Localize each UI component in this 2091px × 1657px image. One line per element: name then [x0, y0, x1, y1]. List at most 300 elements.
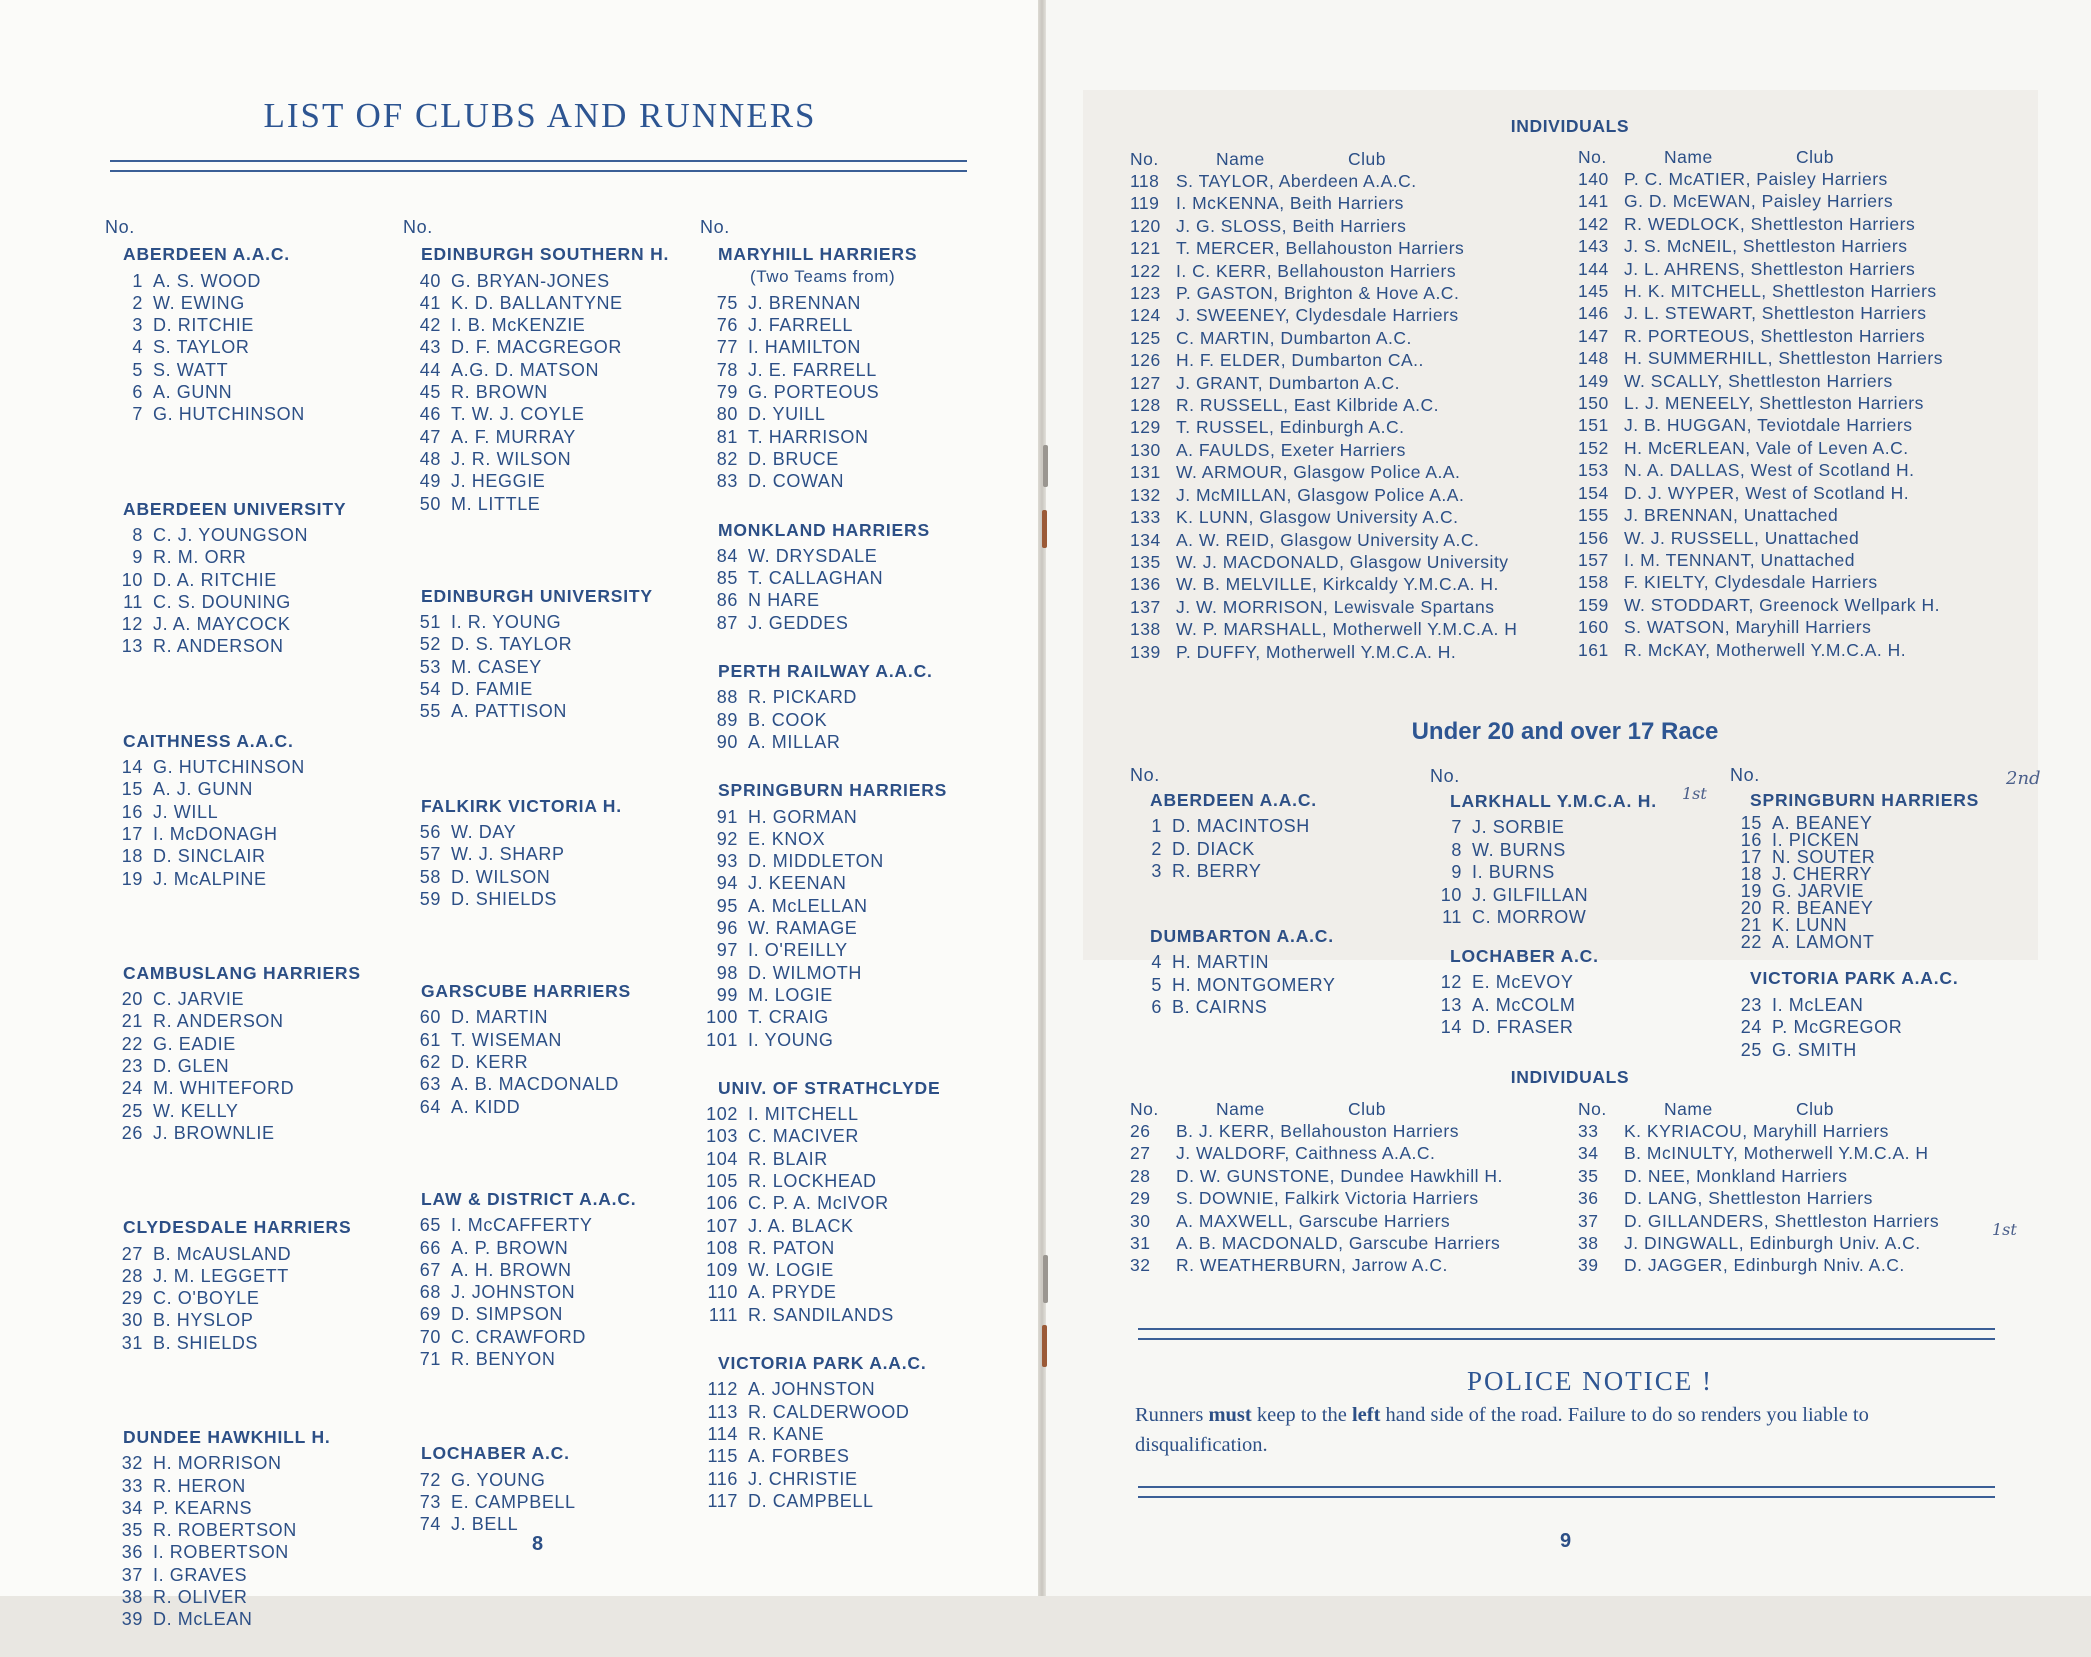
individual-row: [1130, 170, 1517, 192]
club-block: [1430, 945, 1657, 1039]
runner-number: 99: [716, 984, 738, 1005]
runner-row: [403, 336, 669, 358]
runner-row: [105, 1265, 361, 1287]
club-block: [700, 519, 947, 634]
runner-name: D. FRASER: [1472, 1017, 1574, 1037]
runner-name: R. PICKARD: [748, 687, 858, 708]
individual-row: [1130, 484, 1517, 506]
runner-row: [700, 1215, 947, 1237]
club-block: [105, 730, 361, 890]
runner-name: R. ROBERTSON: [153, 1520, 297, 1541]
runner-number: 138: [1130, 619, 1161, 640]
runner-number: 13: [121, 636, 143, 657]
runner-number: 161: [1578, 639, 1609, 660]
runner-name: D. KERR: [451, 1052, 529, 1073]
runner-number: 14: [121, 757, 143, 778]
police-text: Runners: [1135, 1404, 1209, 1426]
runner-row: [105, 1519, 361, 1541]
runner-name: J. GILFILLAN: [1472, 884, 1589, 905]
runner-number: 47: [419, 426, 441, 447]
runner-number: 31: [1130, 1233, 1151, 1254]
individual-row: [1130, 618, 1517, 640]
runner-number: 69: [419, 1304, 441, 1325]
runner-row: [403, 403, 669, 425]
club-name: SPRINGBURN HARRIERS: [718, 780, 948, 801]
runner-row: [105, 756, 361, 778]
runner-row: [105, 546, 361, 568]
runner-row: [403, 1469, 669, 1491]
runner-number: 154: [1578, 482, 1609, 503]
runner-number: 68: [419, 1282, 441, 1303]
individual-row: [1578, 1254, 1939, 1276]
runner-row: [700, 709, 947, 731]
runner-number: 103: [706, 1126, 738, 1147]
runner-number: 32: [1130, 1255, 1151, 1276]
individual-row: [1130, 439, 1517, 461]
runner-row: [105, 845, 361, 867]
runner-name: E. McEVOY: [1472, 972, 1574, 992]
runner-row: [105, 524, 361, 546]
runner-name: I. McDONAGH: [153, 823, 278, 844]
runner-number: 54: [419, 679, 441, 700]
runner-number: 147: [1578, 325, 1609, 346]
runner-number: 27: [1130, 1143, 1151, 1164]
runner-row: [403, 1491, 669, 1513]
runner-number: 49: [419, 471, 441, 492]
runner-entry: R. WEATHERBURN, Jarrow A.C.: [1176, 1255, 1448, 1276]
runner-name: J. CHERRY: [1772, 864, 1873, 884]
runner-number: 144: [1578, 258, 1609, 279]
individuals2-column-1: [1130, 1098, 1503, 1277]
club-block: [403, 585, 669, 723]
runner-number: 34: [121, 1497, 143, 1518]
runner-row: [700, 403, 947, 425]
runner-name: R. BEANEY: [1772, 898, 1874, 918]
runner-row: [700, 1103, 947, 1125]
runner-number: 114: [707, 1423, 738, 1444]
runner-number: 126: [1130, 350, 1161, 371]
runner-name: G. PORTEOUS: [748, 382, 880, 403]
runner-number: 157: [1578, 549, 1609, 570]
runner-number: 3: [132, 315, 143, 336]
club-name: VICTORIA PARK A.A.C.: [718, 1353, 927, 1374]
runner-number: 36: [1578, 1188, 1599, 1209]
runner-entry: S. WATSON, Maryhill Harriers: [1624, 617, 1872, 638]
club-name: FALKIRK VICTORIA H.: [421, 795, 622, 816]
individual-row: [1578, 1210, 1939, 1232]
runner-entry: J. WALDORF, Caithness A.A.C.: [1176, 1143, 1436, 1164]
runner-number: 59: [419, 888, 441, 909]
runner-name: A. McLELLAN: [748, 895, 868, 916]
runner-row: [700, 1445, 947, 1467]
runner-name: I. McCAFFERTY: [451, 1215, 593, 1236]
individual-row: [1130, 1187, 1503, 1209]
runner-row: [403, 381, 669, 403]
page-number: 8: [532, 1533, 544, 1555]
runner-entry: J. GRANT, Dumbarton A.C.: [1176, 372, 1401, 393]
runner-number: 100: [706, 1007, 738, 1028]
page-title: LIST OF CLUBS AND RUNNERS: [263, 96, 817, 135]
runner-number: 61: [419, 1029, 441, 1050]
runner-row: [105, 823, 361, 845]
runner-name: D. McLEAN: [153, 1609, 253, 1630]
clubs-column-3: [700, 216, 947, 1538]
runner-number: 102: [706, 1104, 738, 1125]
club-block: [700, 779, 947, 1051]
runner-name: A. S. WOOD: [153, 270, 262, 291]
runner-number: 124: [1130, 305, 1161, 326]
runner-entry: A. B. MACDONALD, Garscube Harriers: [1176, 1233, 1501, 1254]
runner-number: 51: [419, 612, 441, 633]
runner-row: [403, 888, 669, 910]
runner-entry: J. G. SLOSS, Beith Harriers: [1176, 215, 1407, 236]
runner-number: 43: [419, 337, 441, 358]
runner-number: 91: [716, 806, 738, 827]
runner-row: [105, 403, 361, 425]
number-header: No.: [700, 217, 730, 237]
runner-row: [700, 1148, 947, 1170]
individual-row: [1130, 596, 1517, 618]
runner-number: 38: [1578, 1233, 1599, 1254]
runner-name: J. E. FARRELL: [748, 359, 877, 380]
runner-row: [700, 292, 947, 314]
runner-row: [403, 1051, 669, 1073]
runner-number: 96: [716, 918, 738, 939]
runner-name: I. BURNS: [1472, 862, 1555, 882]
runner-name: D. MACINTOSH: [1172, 816, 1310, 836]
runner-row: [700, 1237, 947, 1259]
runner-number: 11: [1442, 907, 1462, 927]
runner-number: 137: [1130, 596, 1161, 617]
runner-number: 84: [716, 545, 738, 566]
runner-row: [105, 1100, 361, 1122]
runner-name: J. R. WILSON: [451, 448, 572, 469]
runner-number: 1: [1151, 816, 1162, 836]
runner-name: D. WILSON: [451, 866, 551, 887]
runner-row: [105, 591, 361, 613]
individual-row: [1130, 304, 1517, 326]
runner-number: 109: [706, 1260, 738, 1281]
runner-number: 9: [1451, 862, 1462, 882]
runner-number: 87: [716, 612, 738, 633]
police-notice-title: POLICE NOTICE !: [1467, 1366, 1713, 1396]
runner-number: 74: [419, 1514, 441, 1535]
runner-name: C. O'BOYLE: [153, 1288, 260, 1309]
runner-row: [403, 700, 669, 722]
runner-name: J. McALPINE: [153, 868, 267, 889]
runner-number: 92: [716, 828, 738, 849]
runner-number: 7: [1451, 817, 1462, 837]
runner-row: [105, 569, 361, 591]
individual-row: [1130, 551, 1517, 573]
runner-row: [105, 1332, 361, 1354]
runner-number: 37: [121, 1564, 143, 1585]
column-header: [1130, 148, 1517, 170]
runner-number: 64: [419, 1096, 441, 1117]
runner-entry: D. JAGGER, Edinburgh Nniv. A.C.: [1624, 1255, 1905, 1276]
club-block: [403, 1442, 669, 1535]
runner-number: 20: [1740, 898, 1762, 918]
individual-row: [1130, 573, 1517, 595]
runner-number: 125: [1130, 327, 1161, 348]
runner-entry: H. K. MITCHELL, Shettleston Harriers: [1624, 281, 1937, 302]
runner-row: [105, 270, 361, 292]
runner-name: W. DAY: [451, 821, 517, 842]
runner-number: 52: [419, 634, 441, 655]
runner-entry: B. McINULTY, Motherwell Y.M.C.A. H: [1624, 1143, 1929, 1164]
individual-row: [1578, 370, 1943, 392]
runner-number: 118: [1130, 171, 1160, 191]
runner-row: [403, 1214, 669, 1236]
runner-number: 9: [132, 547, 143, 568]
individual-row: [1578, 213, 1943, 235]
runner-number: 110: [707, 1282, 738, 1303]
runner-name: W. RAMAGE: [748, 918, 858, 939]
individual-row: [1578, 392, 1943, 414]
runner-number: 101: [706, 1029, 738, 1050]
club-block: [700, 660, 947, 753]
individual-row: [1578, 616, 1943, 638]
runner-number: 62: [419, 1052, 441, 1073]
individuals-column-1: [1130, 148, 1517, 663]
runner-number: 139: [1130, 641, 1161, 662]
staple: [1043, 1255, 1048, 1303]
runner-row: [700, 731, 947, 753]
runner-row: [1430, 816, 1657, 839]
club-block: [105, 1216, 361, 1354]
runner-number: 31: [121, 1332, 143, 1353]
staple: [1042, 510, 1047, 548]
individual-row: [1578, 235, 1943, 257]
individual-row: [1578, 639, 1943, 661]
runner-name: C. CRAWFORD: [451, 1326, 586, 1347]
runner-row: [700, 314, 947, 336]
runner-number: 10: [1440, 884, 1462, 905]
runner-number: 146: [1578, 303, 1609, 324]
runner-name: R. M. ORR: [153, 547, 247, 568]
runner-number: 40: [419, 270, 441, 291]
individual-row: [1578, 258, 1943, 280]
runner-number: 16: [121, 801, 143, 822]
runner-row: [700, 917, 947, 939]
runner-row: [105, 359, 361, 381]
runner-entry: J. B. HUGGAN, Teviotdale Harriers: [1624, 415, 1913, 436]
runner-row: [105, 1243, 361, 1265]
runner-name: D. RITCHIE: [153, 315, 255, 336]
runner-number: 90: [716, 731, 738, 752]
clubs-column-2: [403, 216, 669, 1561]
runner-row: [403, 821, 669, 843]
runner-name: N HARE: [748, 590, 820, 611]
runner-row: [1730, 934, 1979, 951]
runner-number: 12: [121, 614, 143, 635]
number-header: No.: [105, 217, 135, 237]
runner-name: G. BRYAN-JONES: [451, 270, 610, 291]
runner-name: C. J. YOUNGSON: [153, 524, 309, 545]
runner-number: 33: [1578, 1121, 1599, 1141]
runner-row: [105, 1475, 361, 1497]
club-name: PERTH RAILWAY A.A.C.: [718, 661, 933, 682]
runner-number: 112: [707, 1379, 738, 1400]
runner-name: H. MARTIN: [1172, 952, 1270, 972]
runner-name: D. COWAN: [748, 471, 845, 492]
runner-entry: W. STODDART, Greenock Wellpark H.: [1624, 594, 1941, 615]
runner-row: [403, 448, 669, 470]
runner-name: H. MORRISON: [153, 1453, 282, 1474]
runner-row: [105, 1309, 361, 1331]
police-text-emphasis: must: [1208, 1404, 1252, 1426]
runner-name: D. SIMPSON: [451, 1304, 564, 1325]
runner-number: 73: [419, 1491, 441, 1512]
runner-number: 4: [132, 337, 143, 358]
runner-row: [1430, 884, 1657, 907]
runner-number: 131: [1130, 462, 1161, 483]
club-block: [403, 1188, 669, 1370]
runner-row: [700, 359, 947, 381]
runner-number: 132: [1130, 484, 1161, 505]
club-name: VICTORIA PARK A.A.C.: [1750, 968, 1959, 988]
runner-name: A. H. BROWN: [451, 1259, 572, 1280]
club-name: LARKHALL Y.M.C.A. H.: [1450, 790, 1657, 811]
runner-name: B. COOK: [748, 709, 828, 730]
runner-entry: J. McMILLAN, Glasgow Police A.A.: [1176, 484, 1465, 505]
runner-number: 7: [132, 404, 143, 425]
runner-number: 39: [121, 1609, 143, 1630]
runner-number: 24: [121, 1078, 143, 1099]
runner-number: 30: [121, 1310, 143, 1331]
staple: [1043, 445, 1048, 487]
handwritten-note: 1st: [1992, 1220, 2017, 1239]
runner-row: [403, 359, 669, 381]
runner-name: D. BRUCE: [748, 448, 839, 469]
runner-entry: I. C. KERR, Bellahouston Harriers: [1176, 260, 1457, 281]
runner-number: 145: [1578, 281, 1609, 302]
runner-number: 39: [1578, 1255, 1599, 1276]
runner-name: R. BERRY: [1172, 861, 1262, 881]
runner-row: [1730, 1039, 1979, 1062]
runner-number: 22: [1740, 932, 1762, 952]
individuals-heading-2: INDIVIDUALS: [1510, 1067, 1630, 1087]
runner-name: W. EWING: [153, 292, 245, 313]
runner-row: [105, 1033, 361, 1055]
runner-row: [700, 1006, 947, 1028]
runner-number: 80: [716, 404, 738, 425]
runner-number: 36: [121, 1542, 143, 1563]
runner-entry: L. J. MENEELY, Shettleston Harriers: [1624, 393, 1924, 414]
runner-name: I. HAMILTON: [748, 337, 861, 358]
runner-number: 5: [1151, 974, 1162, 995]
runner-name: A. BEANEY: [1772, 813, 1873, 833]
runner-row: [403, 866, 669, 888]
club-name: ABERDEEN A.A.C.: [123, 244, 290, 265]
runner-row: [700, 850, 947, 872]
runner-row: [700, 1401, 947, 1423]
individual-row: [1130, 282, 1517, 304]
club-name: ABERDEEN UNIVERSITY: [123, 498, 347, 519]
club-block: [105, 962, 361, 1144]
runner-name: D. F. MACGREGOR: [451, 337, 623, 358]
individual-row: [1130, 394, 1517, 416]
runner-name: I. O'REILLY: [748, 940, 848, 961]
individual-row: [1130, 260, 1517, 282]
runner-number: 67: [419, 1259, 441, 1280]
runner-entry: N. A. DALLAS, West of Scotland H.: [1624, 460, 1915, 481]
runner-name: J. GEDDES: [748, 612, 849, 633]
club-block: [105, 243, 361, 425]
runner-name: J. BELL: [451, 1514, 519, 1535]
runner-number: 18: [121, 846, 143, 867]
runner-entry: A. FAULDS, Exeter Harriers: [1176, 439, 1406, 460]
individual-row: [1578, 168, 1943, 190]
runner-number: 17: [1740, 847, 1762, 867]
runner-name: I. McLEAN: [1772, 994, 1864, 1015]
runner-number: 75: [716, 292, 738, 313]
individual-row: [1130, 237, 1517, 259]
runner-row: [700, 828, 947, 850]
header-no: No.: [1130, 1099, 1159, 1119]
individual-row: [1130, 461, 1517, 483]
runner-number: 89: [716, 709, 738, 730]
runner-number: 2: [1151, 838, 1162, 859]
runner-number: 119: [1130, 193, 1160, 214]
runner-row: [700, 1029, 947, 1051]
runner-row: [403, 1348, 669, 1370]
runner-name: T. HARRISON: [748, 426, 869, 447]
runner-name: D. CAMPBELL: [748, 1490, 874, 1511]
police-text: keep to the: [1251, 1404, 1352, 1426]
police-notice-text: [1135, 1400, 2005, 1460]
runner-row: [700, 895, 947, 917]
runner-number: 28: [1130, 1165, 1151, 1186]
runner-number: 86: [716, 590, 738, 611]
number-header: No.: [403, 217, 433, 237]
club-block: [105, 1426, 361, 1631]
runner-number: 133: [1130, 507, 1161, 528]
runner-number: 70: [419, 1326, 441, 1347]
runner-number: 32: [121, 1453, 143, 1474]
runner-name: B. CAIRNS: [1172, 997, 1268, 1017]
runner-name: D. MIDDLETON: [748, 851, 884, 872]
runner-entry: J. SWEENEY, Clydesdale Harriers: [1176, 305, 1459, 326]
runner-name: A. McCOLM: [1472, 994, 1576, 1015]
runner-entry: T. RUSSEL, Edinburgh A.C.: [1176, 417, 1405, 438]
runner-row: [700, 984, 947, 1006]
runner-entry: G. D. McEWAN, Paisley Harriers: [1624, 191, 1894, 212]
runner-number: 48: [419, 448, 441, 469]
runner-number: 77: [716, 337, 738, 358]
runner-number: 66: [419, 1237, 441, 1258]
runner-name: A. PRYDE: [748, 1282, 837, 1303]
runner-name: W. J. SHARP: [451, 844, 565, 865]
runner-number: 8: [1451, 839, 1462, 860]
runner-name: I. MITCHELL: [748, 1104, 859, 1125]
runner-number: 55: [419, 701, 441, 722]
runner-number: 151: [1578, 415, 1609, 436]
runner-entry: R. McKAY, Motherwell Y.M.C.A. H.: [1624, 639, 1907, 660]
runner-row: [105, 1287, 361, 1309]
runner-row: [1130, 951, 1335, 974]
runner-number: 53: [419, 656, 441, 677]
runner-number: 5: [132, 359, 143, 380]
runner-row: [105, 988, 361, 1010]
runner-number: 38: [121, 1587, 143, 1608]
runner-name: P. KEARNS: [153, 1497, 253, 1518]
runner-number: 95: [716, 895, 738, 916]
runner-row: [403, 270, 669, 292]
runner-name: J. BROWNLIE: [153, 1122, 275, 1143]
runner-name: M. LITTLE: [451, 493, 541, 514]
individual-row: [1130, 1254, 1503, 1276]
